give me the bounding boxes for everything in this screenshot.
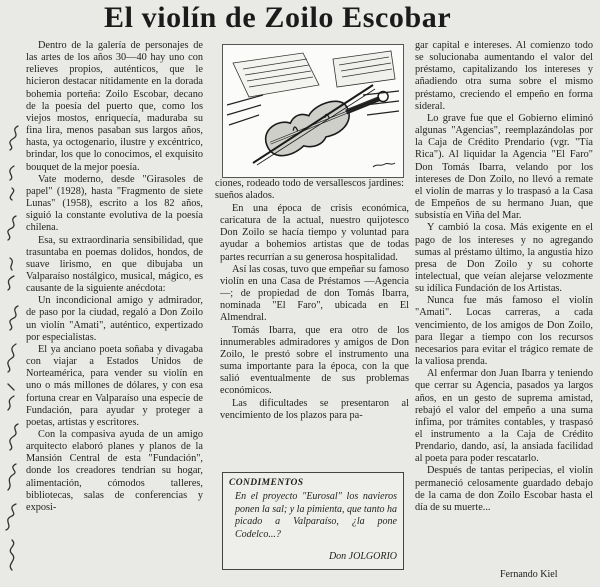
box-signature: Don JOLGORIO (328, 551, 397, 562)
condimentos-box (222, 472, 404, 570)
paragraph: Así las cosas, tuvo que empeñar su famoso violín en una Casa de Préstamos —Agencia—; de propiedad de don Tomás Ibarra, nominada "El Faro", ubicada en El Almendral. (220, 263, 409, 324)
paragraph: Y cambió la cosa. Más exigente en el pago de los intereses y no agregando sumas al préstamo último, la angustia hizo presa de Don Zoilo y su cohorte intelectual, que veían alejarse velozmente su idílica Fundación de los Artistas. (415, 222, 593, 295)
paragraph: Después de tantas peripecias, el violín permaneció celosamente guardado debajo de la cama de don Zoilo Escobar hasta el día de su muerte... (415, 465, 593, 513)
paragraph: Esa, su extraordinaria sensibilidad, que trasuntaba en poemas dolidos, hondos, de suave lirismo, en que dibujaba un Valparaíso nostálgico, musical, mágico, es causante de la siguiente anécdota: (26, 234, 203, 295)
box-text: En el proyecto "Eurosal" los navieros ponen la sal; y la pimienta, que tanto ha picado a Valparaíso, ¿la pone Codelco...? (235, 491, 397, 540)
article-column-2 (220, 203, 409, 471)
paragraph: Un incondicional amigo y admirador, de paso por la ciudad, regaló a Don Zoilo un violín "Amati", auténtico, expertizado por especialistas. (26, 295, 203, 343)
paragraph: Nunca fue más famoso el violín "Amati". Locas carreras, a cada vencimiento, de los amigos de Don Zoilo, para llegar a tiempo con los recursos necesarios para evitar el trágico remate de la valiosa prenda. (415, 295, 593, 368)
violin-illustration (222, 44, 404, 178)
handwritten-margin-note (0, 110, 24, 580)
paragraph: Vate moderno, desde "Girasoles de papel" (1928), hasta "Fragmento de siete Lunas" (1958), escrito a los 82 años, siguió la constante evolutiva de la poesía chilena. (26, 173, 203, 234)
box-title: CONDIMENTOS (229, 478, 304, 488)
paragraph: Tomás Ibarra, que era otro de los innumerables admiradores y amigos de Don Zoilo, le prestó sobre el instrumento una suma importante para la época, con la que salió eventualmente de sus problemas económicos. (220, 324, 409, 397)
article-column-3 (415, 40, 593, 580)
paragraph: ciones, rodeado todo de versallescos jardines: sueños alados. (215, 178, 404, 202)
paragraph: gar capital e intereses. Al comienzo todo se solucionaba aumentando el valor del préstamo, capitalizando los intereses y añadiendo otra suma sobre el mismo préstamo, creciendo el empeño en forma sideral. (415, 40, 593, 112)
paragraph: En una época de crisis económica, caricatura de la actual, nuestro quijotesco Don Zoilo se hacía tiempo y voluntad para ayudar a bohemios artistas que de todas partes recurrían a su generosa hospitalidad. (220, 203, 409, 263)
paragraph: Lo grave fue que el Gobierno eliminó algunas "Agencias", reemplazándolas por la Caja de Crédito Prendario (vgr. "Tía Rica"). Al liquidar la Agencia "El Faro" Don Tomás Ibarra, velando por los intereses de Don Zoilo, no llevó a remate el violín de marras y lo traspasó a la Casa de Empeños de su hermano Juan, que subsistía en Viña del Mar. (415, 112, 593, 222)
handwriting-drawing (0, 110, 24, 580)
article-column-1 (26, 40, 203, 582)
article-title: El violín de Zoilo Escobar (104, 1, 452, 34)
paragraph: Con la compasiva ayuda de un amigo arquitecto elaboró planes y planos de la Mansión Central de esta "Fundación", donde los creadores tendrían su hogar, alimentación, cómodos talleres, bibliotecas, salas de conferencias y exposi- (26, 429, 203, 513)
paragraph: Dentro de la galería de personajes de las artes de los años 30—40 hay uno con relieves propios, auténticos, que le hicieron destacar nítidamente en la dorada bohemia porteña: Zoilo Escobar, decano de la poesía del puerto que, como los viejos mostos, enriquecía, maduraba su fina lira, menos pasaban sus largos años, hasta, ya octogenario, ilustre y excéntrico, brindar, los que lo conocimos, el exquisito bouquet de la mejor poesía. (26, 40, 203, 173)
paragraph: Las dificultades se presentaron al vencimiento de los plazos para pa- (220, 397, 409, 421)
paragraph: Al enfermar don Juan Ibarra y teniendo que cerrar su Agencia, pasados ya largos años, en un gesto de suprema amistad, rebajó el valor del empeño a una suma ínfima, por trámites contables, y traspasó el instrumento a la Caja de Crédito Prendario, dando, así, la ansiada facilidad al poeta para poder rescatarlo. (415, 368, 593, 465)
paragraph: El ya anciano poeta soñaba y divagaba con viajar a Estados Unidos de Norteamérica, para vender su violín en uno o más millones de dólares, y con esa fortuna crear en Valparaíso una especie de Fundación, para ayudar y proteger a poetas, artistas y escritores. (26, 343, 203, 428)
author-byline: Fernando Kiel (500, 569, 558, 580)
violin-drawing (223, 45, 403, 177)
